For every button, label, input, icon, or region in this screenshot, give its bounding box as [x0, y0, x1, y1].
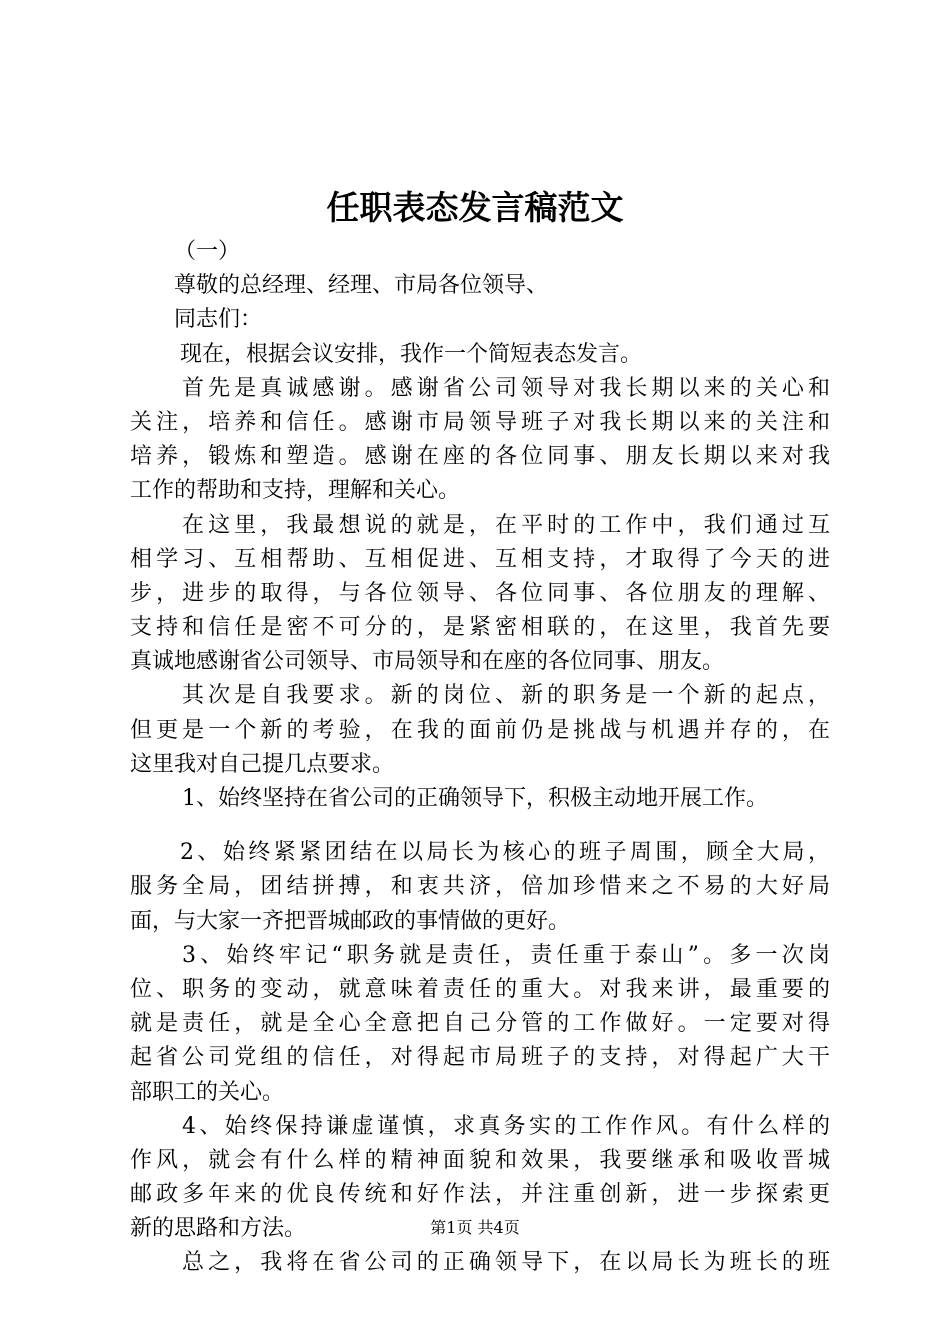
- paragraph-line: 其次是自我要求。新的岗位、新的职务是一个新的起点，: [182, 683, 830, 709]
- page-footer: 第1页 共4页: [430, 1218, 520, 1237]
- paragraph-line: 作风，就会有什么样的精神面貌和效果，我要继承和吸收晋城: [130, 1147, 830, 1173]
- paragraph-line: 就是责任，就是全心全意把自己分管的工作做好。一定要对得: [130, 1011, 830, 1037]
- paragraph-line: 邮政多年来的优良传统和好作法，并注重创新，进一步探索更: [130, 1182, 830, 1208]
- paragraph-line: 相学习、互相帮助、互相促进、互相支持，才取得了今天的进: [130, 546, 830, 572]
- paragraph-line: 在这里，我最想说的就是，在平时的工作中，我们通过互: [182, 512, 830, 538]
- paragraph-line: 服务全局，团结拼搏，和衷共济，倍加珍惜来之不易的大好局: [130, 874, 830, 900]
- document-body: [130, 235, 830, 1281]
- paragraph-line: 这里我对自己提几点要求。: [130, 751, 395, 777]
- paragraph-line: 支持和信任是密不可分的，是紧密相联的，在这里，我首先要: [130, 615, 830, 641]
- paragraph-line: 位、职务的变动，就意味着责任的重大。对我来讲，最重要的: [130, 976, 830, 1002]
- paragraph-line: 2、始终紧紧团结在以局长为核心的班子周围，顾全大局，: [180, 840, 830, 866]
- paragraph-line: 工作的帮助和支持，理解和关心。: [130, 478, 461, 504]
- paragraph-line: 步，进步的取得，与各位领导、各位同事、各位朋友的理解、: [130, 580, 830, 606]
- paragraph-line: 部职工的关心。: [130, 1079, 285, 1105]
- paragraph-line: 培养，锻炼和塑造。感谢在座的各位同事、朋友长期以来对我: [130, 444, 830, 470]
- paragraph-line: 面，与大家一齐把晋城邮政的事情做的更好。: [130, 908, 571, 934]
- paragraph-line: 3、始终牢记“职务就是责任，责任重于泰山”。多一次岗: [182, 942, 830, 968]
- salutation-line: 尊敬的总经理、经理、市局各位领导、: [174, 273, 549, 299]
- paragraph-line: 首先是真诚感谢。感谢省公司领导对我长期以来的关心和: [182, 375, 830, 401]
- blank-gap: [130, 816, 830, 836]
- salutation-line: 同志们：: [174, 307, 263, 333]
- paragraph-line: 4、始终保持谦虚谨慎，求真务实的工作作风。有什么样的: [182, 1113, 830, 1139]
- document-title: 任职表态发言稿范文: [326, 188, 624, 227]
- paragraph-line: 但更是一个新的考验，在我的面前仍是挑战与机遇并存的，在: [130, 717, 830, 743]
- paragraph-line: 新的思路和方法。: [130, 1216, 307, 1242]
- paragraph-line: 1、始终坚持在省公司的正确领导下，积极主动地开展工作。: [182, 786, 768, 811]
- paragraph-line: 真诚地感谢省公司领导、市局领导和在座的各位同事、朋友。: [130, 649, 725, 675]
- paragraph-line: 起省公司党组的信任，对得起市局班子的支持，对得起广大干: [130, 1045, 830, 1071]
- paragraph-line: 现在，根据会议安排，我作一个简短表态发言。: [180, 341, 643, 367]
- paragraph-line: 关注，培养和信任。感谢市局领导班子对我长期以来的关注和: [130, 409, 830, 435]
- section-marker: （一）: [174, 239, 241, 264]
- paragraph-line: 总之，我将在省公司的正确领导下，在以局长为班长的班: [182, 1250, 830, 1276]
